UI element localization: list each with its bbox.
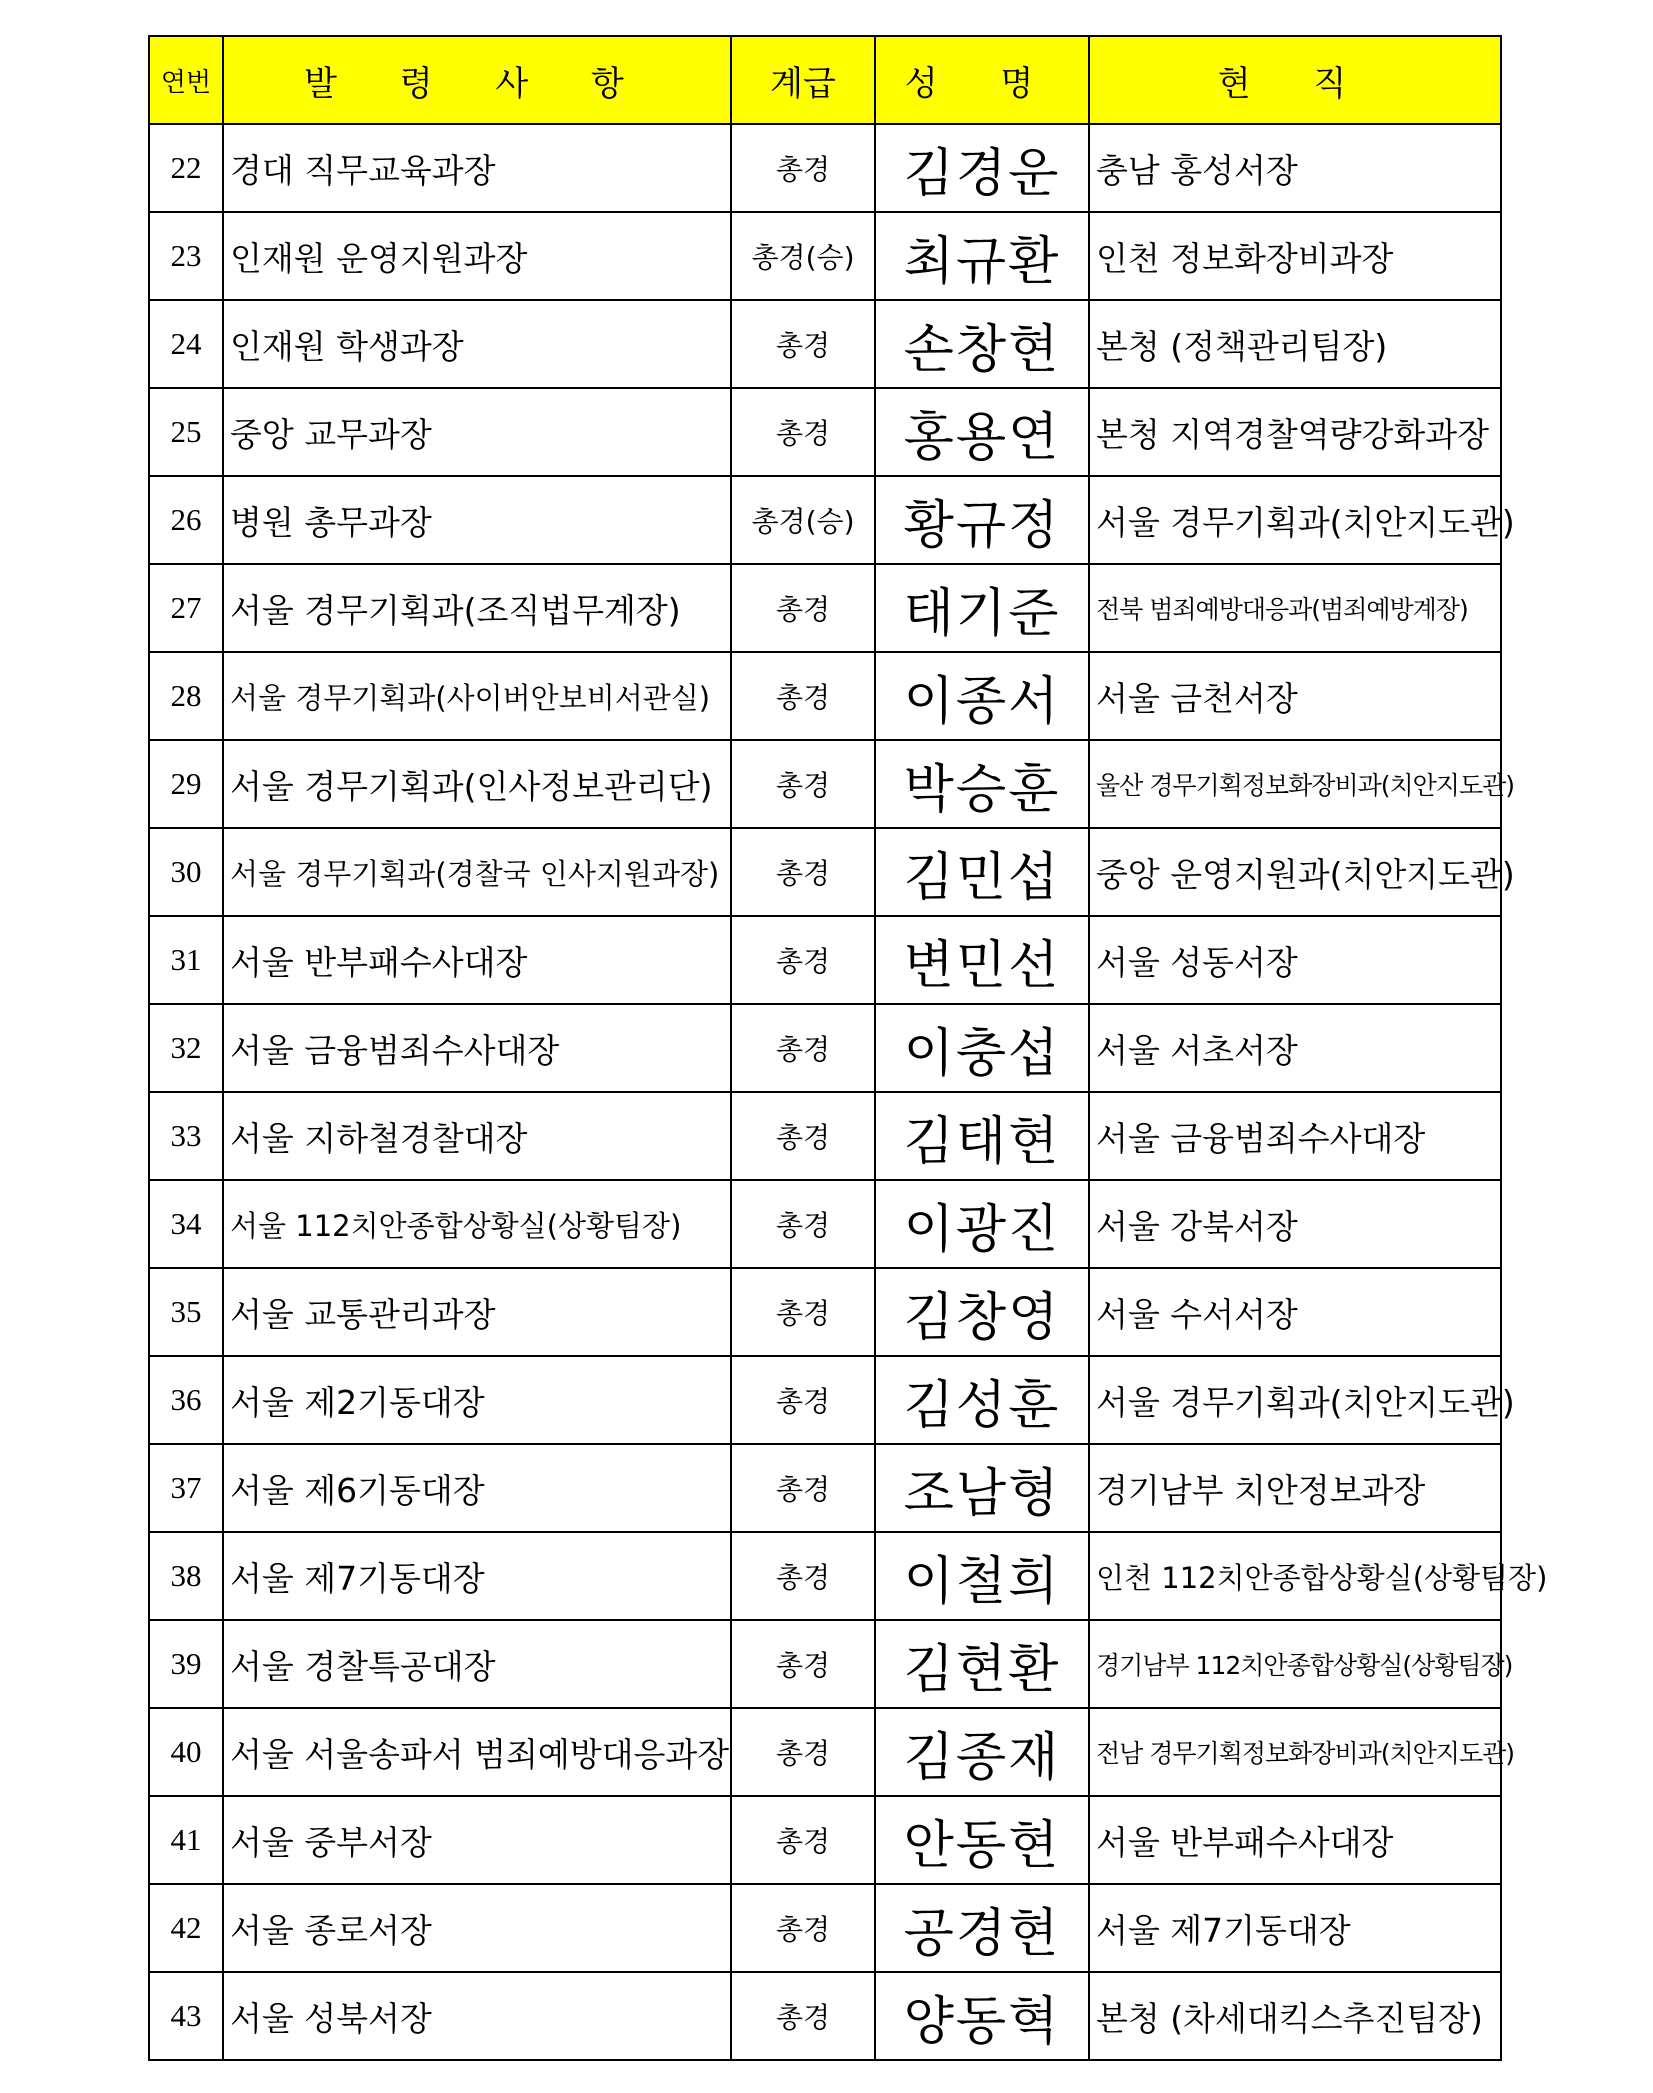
row-number: 40	[149, 1708, 223, 1796]
row-number: 22	[149, 124, 223, 212]
row-number: 41	[149, 1796, 223, 1884]
person-name: 조남형	[875, 1444, 1089, 1532]
appointment-order: 중앙 교무과장	[223, 388, 731, 476]
table-row	[149, 1796, 1501, 1884]
row-number: 37	[149, 1444, 223, 1532]
person-name: 손창현	[875, 300, 1089, 388]
row-number: 23	[149, 212, 223, 300]
rank: 총경	[731, 1092, 875, 1180]
rank: 총경	[731, 652, 875, 740]
current-position: 서울 금융범죄수사대장	[1089, 1092, 1501, 1180]
header-current: 현 직	[1089, 36, 1501, 124]
table-row	[149, 828, 1501, 916]
rank: 총경	[731, 1356, 875, 1444]
rank: 총경	[731, 916, 875, 1004]
current-position: 경기남부 치안정보과장	[1089, 1444, 1501, 1532]
appointment-order: 서울 중부서장	[223, 1796, 731, 1884]
current-position: 서울 금천서장	[1089, 652, 1501, 740]
current-position: 서울 경무기획과(치안지도관)	[1089, 1356, 1501, 1444]
row-number: 25	[149, 388, 223, 476]
rank: 총경	[731, 1444, 875, 1532]
current-position: 서울 강북서장	[1089, 1180, 1501, 1268]
person-name: 김종재	[875, 1708, 1089, 1796]
appointment-order: 서울 서울송파서 범죄예방대응과장	[223, 1708, 731, 1796]
appointment-order: 서울 제2기동대장	[223, 1356, 731, 1444]
person-name: 황규정	[875, 476, 1089, 564]
table-row	[149, 1180, 1501, 1268]
appointment-order: 인재원 학생과장	[223, 300, 731, 388]
appointment-order: 서울 경찰특공대장	[223, 1620, 731, 1708]
current-position: 경기남부 112치안종합상황실(상황팀장)	[1089, 1620, 1501, 1708]
row-number: 33	[149, 1092, 223, 1180]
table-row	[149, 212, 1501, 300]
rank: 총경	[731, 124, 875, 212]
row-number: 28	[149, 652, 223, 740]
current-position: 인천 112치안종합상황실(상황팀장)	[1089, 1532, 1501, 1620]
person-name: 이충섭	[875, 1004, 1089, 1092]
rank: 총경	[731, 1620, 875, 1708]
current-position: 서울 제7기동대장	[1089, 1884, 1501, 1972]
person-name: 최규환	[875, 212, 1089, 300]
row-number: 27	[149, 564, 223, 652]
appointment-order: 서울 지하철경찰대장	[223, 1092, 731, 1180]
rank: 총경	[731, 1972, 875, 2060]
row-number: 31	[149, 916, 223, 1004]
table-row	[149, 564, 1501, 652]
table-row	[149, 916, 1501, 1004]
person-name: 김창영	[875, 1268, 1089, 1356]
person-name: 이종서	[875, 652, 1089, 740]
rank: 총경	[731, 388, 875, 476]
appointment-order: 서울 경무기획과(경찰국 인사지원과장)	[223, 828, 731, 916]
person-name: 김경운	[875, 124, 1089, 212]
row-number: 39	[149, 1620, 223, 1708]
current-position: 서울 경무기획과(치안지도관)	[1089, 476, 1501, 564]
current-position: 본청 (정책관리팀장)	[1089, 300, 1501, 388]
header-name: 성 명	[875, 36, 1089, 124]
rank: 총경	[731, 1532, 875, 1620]
appointment-order: 서울 경무기획과(조직법무계장)	[223, 564, 731, 652]
table-row	[149, 1532, 1501, 1620]
table-row	[149, 1972, 1501, 2060]
row-number: 35	[149, 1268, 223, 1356]
row-number: 24	[149, 300, 223, 388]
person-name: 안동현	[875, 1796, 1089, 1884]
table-row	[149, 300, 1501, 388]
table-row	[149, 1356, 1501, 1444]
table-row	[149, 1004, 1501, 1092]
row-number: 30	[149, 828, 223, 916]
appointment-order: 서울 종로서장	[223, 1884, 731, 1972]
header-no: 연번	[149, 36, 223, 124]
person-name: 홍용연	[875, 388, 1089, 476]
person-name: 김태현	[875, 1092, 1089, 1180]
table-row	[149, 1620, 1501, 1708]
appointment-order: 서울 제7기동대장	[223, 1532, 731, 1620]
table-row	[149, 476, 1501, 564]
appointment-order: 서울 교통관리과장	[223, 1268, 731, 1356]
table-row	[149, 1884, 1501, 1972]
row-number: 36	[149, 1356, 223, 1444]
table-row	[149, 1268, 1501, 1356]
current-position: 울산 경무기획정보화장비과(치안지도관)	[1089, 740, 1501, 828]
person-name: 김성훈	[875, 1356, 1089, 1444]
row-number: 42	[149, 1884, 223, 1972]
person-name: 이광진	[875, 1180, 1089, 1268]
appointment-order: 경대 직무교육과장	[223, 124, 731, 212]
current-position: 충남 홍성서장	[1089, 124, 1501, 212]
appointment-order: 인재원 운영지원과장	[223, 212, 731, 300]
row-number: 29	[149, 740, 223, 828]
person-name: 이철희	[875, 1532, 1089, 1620]
table-row	[149, 124, 1501, 212]
person-name: 박승훈	[875, 740, 1089, 828]
rank: 총경	[731, 1884, 875, 1972]
appointment-order: 서울 반부패수사대장	[223, 916, 731, 1004]
appointment-order: 서울 성북서장	[223, 1972, 731, 2060]
personnel-table	[148, 35, 1548, 2061]
rank: 총경	[731, 740, 875, 828]
current-position: 본청 (차세대킥스추진팀장)	[1089, 1972, 1501, 2060]
appointment-order: 서울 경무기획과(사이버안보비서관실)	[223, 652, 731, 740]
rank: 총경	[731, 1180, 875, 1268]
current-position: 중앙 운영지원과(치안지도관)	[1089, 828, 1501, 916]
row-number: 38	[149, 1532, 223, 1620]
rank: 총경(승)	[731, 476, 875, 564]
table-row	[149, 1092, 1501, 1180]
appointment-order: 서울 금융범죄수사대장	[223, 1004, 731, 1092]
person-name: 김현환	[875, 1620, 1089, 1708]
table-header-row	[149, 36, 1501, 124]
appointment-order: 서울 경무기획과(인사정보관리단)	[223, 740, 731, 828]
person-name: 양동혁	[875, 1972, 1089, 2060]
current-position: 인천 정보화장비과장	[1089, 212, 1501, 300]
row-number: 34	[149, 1180, 223, 1268]
rank: 총경	[731, 1004, 875, 1092]
table-row	[149, 652, 1501, 740]
current-position: 서울 수서서장	[1089, 1268, 1501, 1356]
table-row	[149, 1708, 1501, 1796]
header-order: 발 령 사 항	[223, 36, 731, 124]
rank: 총경	[731, 828, 875, 916]
current-position: 본청 지역경찰역량강화과장	[1089, 388, 1501, 476]
person-name: 태기준	[875, 564, 1089, 652]
row-number: 26	[149, 476, 223, 564]
appointment-order: 병원 총무과장	[223, 476, 731, 564]
current-position: 전북 범죄예방대응과(범죄예방계장)	[1089, 564, 1501, 652]
appointment-order: 서울 제6기동대장	[223, 1444, 731, 1532]
row-number: 32	[149, 1004, 223, 1092]
table-row	[149, 1444, 1501, 1532]
table-row	[149, 388, 1501, 476]
current-position: 서울 반부패수사대장	[1089, 1796, 1501, 1884]
table-row	[149, 740, 1501, 828]
current-position: 서울 성동서장	[1089, 916, 1501, 1004]
rank: 총경	[731, 1268, 875, 1356]
rank: 총경	[731, 1708, 875, 1796]
rank: 총경	[731, 1796, 875, 1884]
header-rank: 계급	[731, 36, 875, 124]
person-name: 김민섭	[875, 828, 1089, 916]
current-position: 서울 서초서장	[1089, 1004, 1501, 1092]
row-number: 43	[149, 1972, 223, 2060]
rank: 총경	[731, 564, 875, 652]
appointment-order: 서울 112치안종합상황실(상황팀장)	[223, 1180, 731, 1268]
rank: 총경(승)	[731, 212, 875, 300]
person-name: 변민선	[875, 916, 1089, 1004]
rank: 총경	[731, 300, 875, 388]
person-name: 공경현	[875, 1884, 1089, 1972]
current-position: 전남 경무기획정보화장비과(치안지도관)	[1089, 1708, 1501, 1796]
